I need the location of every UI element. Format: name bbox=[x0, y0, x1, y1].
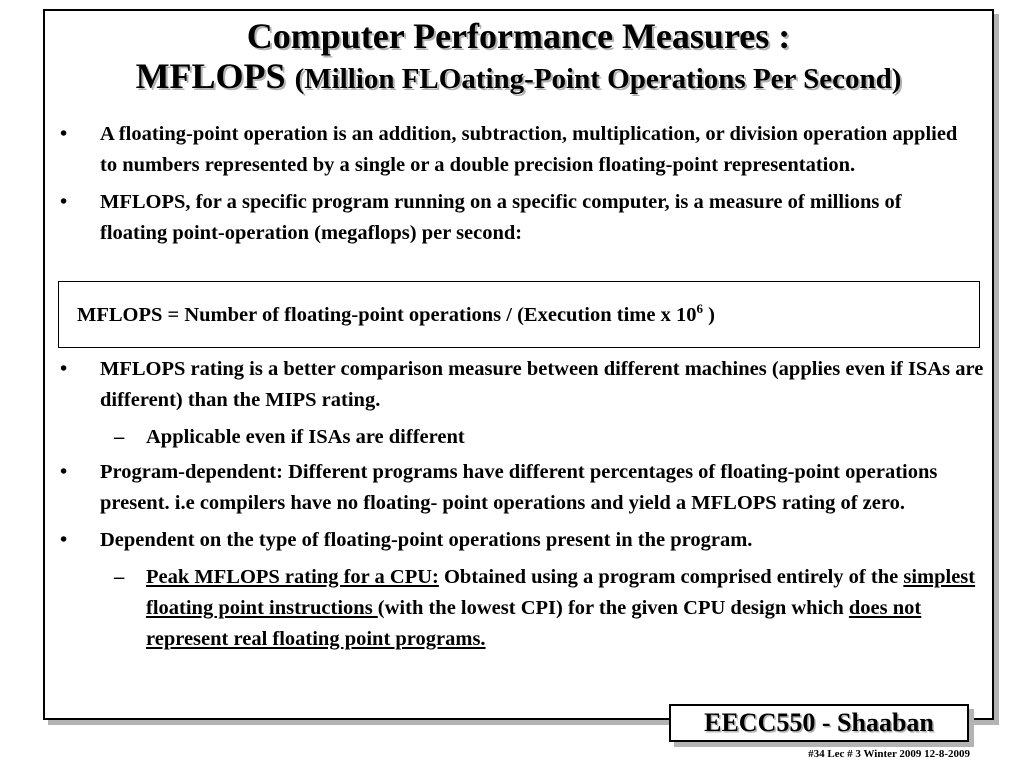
bottom-bullets bbox=[56, 354, 986, 659]
sub-bullet-isa bbox=[56, 422, 986, 453]
peak-text-2: (with the lowest CPI) for the given CPU design which bbox=[377, 597, 849, 619]
formula-exponent: 6 bbox=[696, 301, 703, 317]
bullet-dot: • bbox=[60, 461, 68, 483]
not-real-programs: does not represent real floating point programs. bbox=[146, 597, 922, 650]
dash-mark: – bbox=[114, 566, 125, 588]
slide-footer: #34 Lec # 3 Winter 2009 12-8-2009 bbox=[808, 748, 970, 760]
bullet-text: A floating-point operation is an addition, subtraction, multiplication, or division operation applied to numbers represented by a single or a double precision floating-point representation. bbox=[100, 123, 958, 176]
title-line-2 bbox=[45, 56, 992, 99]
sub-bullet-text: Applicable even if ISAs are different bbox=[146, 426, 465, 448]
bullet-type-dependent bbox=[56, 525, 986, 556]
bullet-text: Dependent on the type of floating-point operations present in the program. bbox=[100, 529, 753, 551]
title-expansion: (Million FLOating-Point Operations Per Second) bbox=[294, 63, 902, 95]
course-label: EECC550 - Shaaban bbox=[669, 704, 969, 742]
simplest-instructions: simplest floating point instructions bbox=[146, 566, 976, 619]
bullet-dot: • bbox=[60, 191, 68, 213]
title-line-1: Computer Performance Measures : bbox=[246, 16, 791, 56]
peak-mflops-label: Peak MFLOPS rating for a CPU: bbox=[146, 566, 439, 588]
bullet-dot: • bbox=[60, 358, 68, 380]
bullet-text: MFLOPS rating is a better comparison measure between different machines (applies even if ISAs are different) than the MIPS rating. bbox=[100, 358, 984, 411]
slide-title bbox=[45, 16, 992, 99]
dash-mark: – bbox=[114, 426, 125, 448]
bullet-text: MFLOPS, for a specific program running on a specific computer, is a measure of millions of floating point-operation (megaflops) per second: bbox=[100, 191, 902, 244]
formula-box bbox=[58, 281, 980, 348]
top-bullets bbox=[56, 119, 971, 255]
bullet-comparison bbox=[56, 354, 986, 416]
formula-close: ) bbox=[702, 304, 715, 326]
bullet-mflops-definition bbox=[56, 187, 971, 249]
peak-text-1: Obtained using a program comprised entirely of the bbox=[438, 566, 904, 588]
bullet-text: Program-dependent: Different programs have different percentages of floating-point operations present. i.e compilers have no floating- point operations and yield a MFLOPS rating of zero. bbox=[100, 461, 938, 514]
bullet-program-dependent bbox=[56, 457, 986, 519]
bullet-floating-point-definition bbox=[56, 119, 971, 181]
bullet-dot: • bbox=[60, 529, 68, 551]
formula-text: MFLOPS = Number of floating-point operations / (Execution time x 10 bbox=[77, 304, 697, 326]
title-mflops: MFLOPS bbox=[135, 56, 286, 96]
bullet-dot: • bbox=[60, 123, 68, 145]
sub-bullet-peak-mflops bbox=[56, 562, 986, 655]
